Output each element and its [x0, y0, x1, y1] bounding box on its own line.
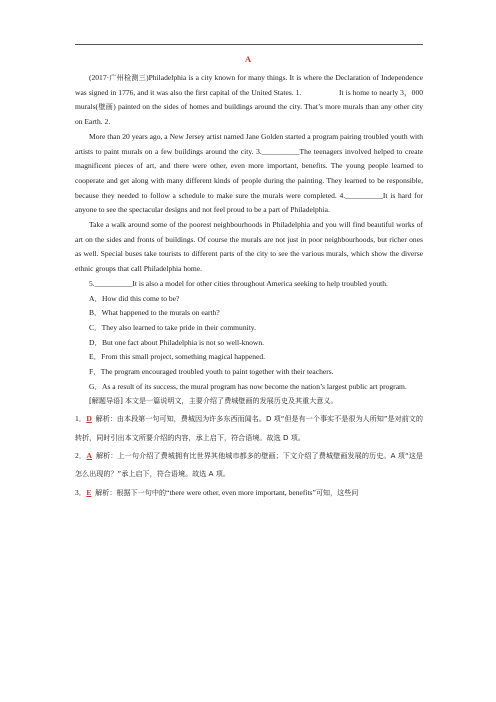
guide-label: [解题导语] [89, 396, 123, 406]
answer-letter: E [86, 487, 92, 497]
answer-2 [75, 447, 423, 484]
p1-text-1: )Philadelphia is a city known for many things. It is where the Declaration of Independence was signed in 1776, and it was also the first capital of the United States. 1. [75, 73, 424, 97]
document-body [75, 71, 423, 502]
section-label: A [244, 54, 252, 64]
answer-letter: D [86, 414, 92, 424]
option-b: B．What happened to the murals on earth? [89, 308, 220, 318]
header-rule [75, 44, 423, 45]
answer-number: 2． [75, 450, 87, 460]
answer-quote: “there were other, even more important, benefits” [166, 487, 316, 497]
passage-paragraph-3: Take a walk around some of the poorest neighbourhoods in Philadelphia and you will find beautiful works of art on the sides and fronts of buildings. Of course the murals are not just in poor neighbourhoods, but richer ones as well. Special buses take tourists to different parts of the city to see the various murals, which show the diverse ethnic groups that call Philadelphia home. [75, 220, 423, 274]
passage-paragraph-2: More than 20 years ago, a New Jersey artist named Jane Golden started a program pairing troubled youth with artists to paint murals on a few buildings around the city. 3.__________The teenagers involved helped to create magnificent pieces of art, and there were other, even more important, benefits. The young people learned to cooperate and get along with many different kinds of people during the painting. They learned to be responsible, because they needed to follow a schedule to make sure the murals were completed. 4.__________It is hard for anyone to see the spectacular designs and not feel proud to be a part of Philadelphia. [75, 131, 423, 215]
gloss: 壁画 [98, 102, 114, 112]
answers [75, 410, 423, 502]
answer-letter: A [86, 450, 92, 460]
answer-number: 1． [75, 414, 87, 424]
answer-analysis: 解析：由本段第一句可知，费城因为许多东西而闻名。D 项“但是有一个事实不是很为人所知”是对前文的转折，同时引出本文所要介绍的内容，承上启下，符合语境。故选 D 项。 [75, 414, 423, 442]
answer-3 [75, 484, 423, 502]
guide [75, 394, 423, 409]
guide-text: 本文是一篇说明文，主要介绍了费城壁画的发展历史及其重大意义。 [124, 396, 338, 406]
answer-analysis: 解析：上一句介绍了费城拥有比世界其他城市都多的壁画；下文介绍了费城壁画发展的历史。A 项“这是怎么出现的？”承上启下，符合语境。故选 A 项。 [75, 450, 424, 479]
option-e: E．From this small project, something magical happened. [89, 352, 266, 362]
option-c: C．They also learned to take pride in their community. [89, 322, 256, 332]
answer-analysis-cont: 可知，这些问 [315, 487, 359, 497]
source-label: 广州检测三 [109, 73, 147, 82]
answer-1 [75, 410, 423, 447]
option-d: D．But one fact about Philadelphia is not so well-known. [89, 337, 265, 347]
passage-paragraph-1 [75, 71, 423, 130]
source-prefix: (2017· [89, 73, 110, 82]
option-f: F．The program encouraged troubled youth to paint together with their teachers. [89, 367, 334, 377]
p1-text-3: ) painted on the sides of homes and buildings around the city. That’s more murals than any other city on Earth. 2. [75, 102, 424, 127]
p1-text-2: It is home to nearly 3，000 murals( [75, 87, 423, 112]
option-g: G．As a result of its success, the mural program has now become the nation’s largest public art program. [89, 381, 407, 391]
options-list [75, 292, 423, 395]
answer-analysis: 解析：根据下一句中的 [95, 487, 167, 497]
option-a: A．How did this come to be? [89, 293, 180, 303]
answer-number: 3． [75, 487, 87, 497]
blank-1: __________ [301, 87, 340, 97]
passage-paragraph-4: 5.__________It is also a model for other cities throughout America seeking to help troubled youth. [89, 278, 388, 288]
